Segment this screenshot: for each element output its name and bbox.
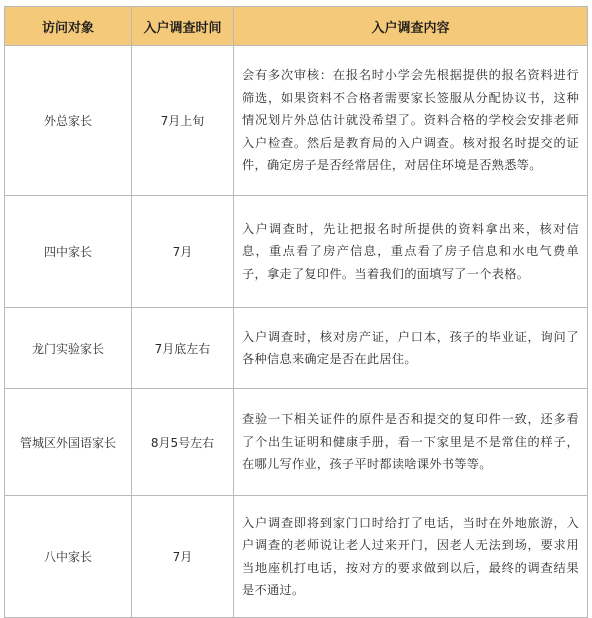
cell-target: 龙门实验家长: [5, 308, 132, 389]
table-row: [5, 389, 588, 496]
cell-time: 8月5号左右: [132, 389, 234, 496]
cell-target: 八中家长: [5, 496, 132, 618]
cell-content: 入户调查时，核对房产证，户口本，孩子的毕业证，询问了各种信息来确定是否在此居住。: [234, 308, 588, 389]
cell-target: 四中家长: [5, 196, 132, 308]
cell-target: 外总家长: [5, 46, 132, 196]
header-row: [5, 7, 588, 46]
cell-time: 7月: [132, 196, 234, 308]
header-target: 访问对象: [5, 7, 132, 46]
header-content: 入户调查内容: [234, 7, 588, 46]
header-time: 入户调查时间: [132, 7, 234, 46]
cell-time: 7月底左右: [132, 308, 234, 389]
cell-time: 7月上旬: [132, 46, 234, 196]
table-row: [5, 196, 588, 308]
table-row: [5, 46, 588, 196]
cell-time: 7月: [132, 496, 234, 618]
cell-content: 入户调查时，先让把报名时所提供的资料拿出来，核对信息，重点看了房产信息，重点看了房子信息和水电气费单子，拿走了复印件。当着我们的面填写了一个表格。: [234, 196, 588, 308]
cell-content: 会有多次审核：在报名时小学会先根据提供的报名资料进行筛选，如果资料不合格者需要家长签服从分配协议书，这种情况划片外总估计就没希望了。资料合格的学校会安排老师入户检查。然后是教育局的入户调查。核对报名时提交的证件，确定房子是否经常居住，对居住环境是否熟悉等。: [234, 46, 588, 196]
cell-target: 管城区外国语家长: [5, 389, 132, 496]
table-row: [5, 308, 588, 389]
survey-table: [4, 6, 588, 618]
table-row: [5, 496, 588, 618]
cell-content: 入户调查即将到家门口时给打了电话，当时在外地旅游，入户调查的老师说让老人过来开门，因老人无法到场，要求用当地座机打电话，按对方的要求做到以后，最终的调查结果是不通过。: [234, 496, 588, 618]
cell-content: 查验一下相关证件的原件是否和提交的复印件一致，还多看了个出生证明和健康手册，看一下家里是不是常住的样子，在哪儿写作业，孩子平时都读啥课外书等等。: [234, 389, 588, 496]
